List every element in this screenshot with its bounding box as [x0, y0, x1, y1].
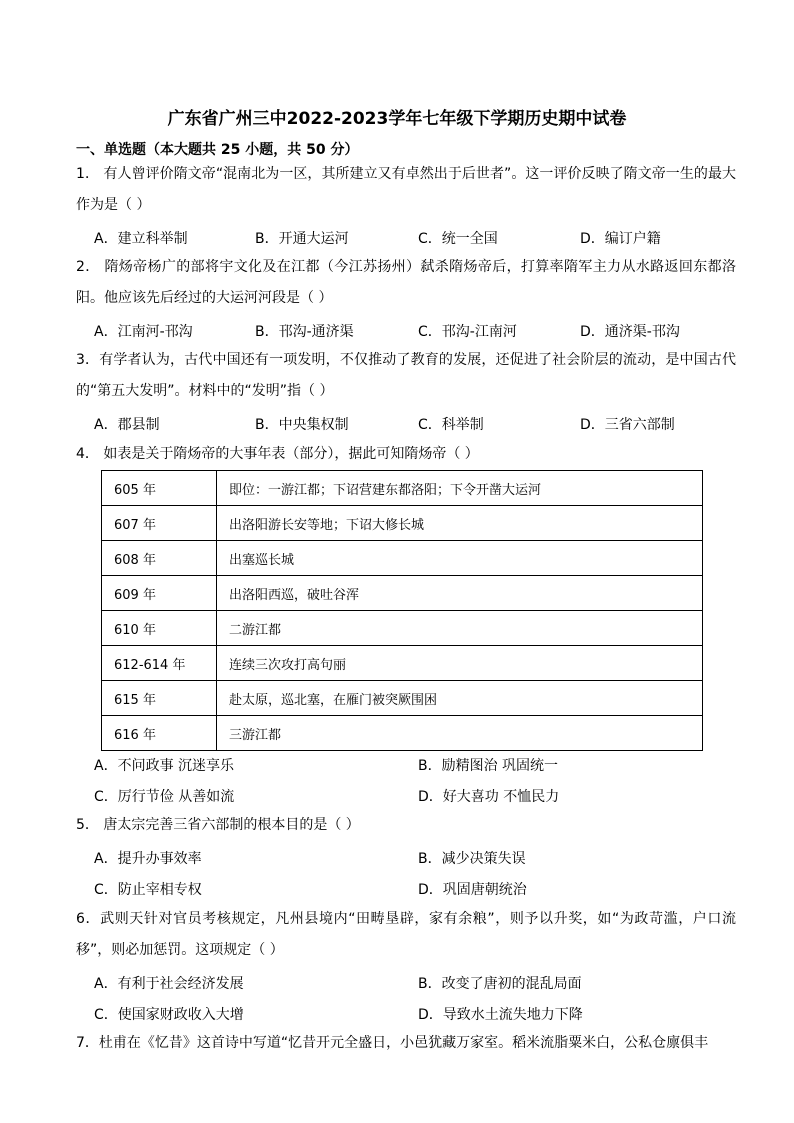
question-3: 3．有学者认为，古代中国还有一项发明，不仅推动了教育的发展，还促进了社会阶层的流动，是中国古代的“第五大发明”。材料中的“发明”指（ ）: [76, 352, 736, 399]
option-c[interactable]: C．邗沟-江南河: [418, 324, 517, 340]
option-d[interactable]: D．导致水土流失地力下降: [418, 1007, 583, 1023]
question-7: 7．杜甫在《忆昔》这首诗中写道“忆昔开元全盛日，小邑犹藏万家室。稻米流脂粟米白，公私仓廪俱丰: [76, 1035, 709, 1051]
year-cell: 612-614 年: [102, 646, 217, 681]
option-d[interactable]: D．好大喜功 不恤民力: [418, 789, 560, 805]
question-3-options: [94, 414, 754, 438]
option-c[interactable]: C．使国家财政收入大增: [94, 1007, 244, 1023]
option-d[interactable]: D．编订户籍: [580, 231, 661, 247]
option-c[interactable]: C．统一全国: [418, 231, 498, 247]
question-6-options-row-1: [94, 973, 754, 997]
option-b[interactable]: B．减少决策失误: [418, 851, 526, 867]
option-b[interactable]: B．开通大运河: [255, 231, 349, 247]
year-cell: 610 年: [102, 611, 217, 646]
table-row: [102, 646, 703, 681]
section-heading: 一、单选题（本大题共 25 小题，共 50 分）: [76, 142, 359, 158]
question-2-options: [94, 321, 754, 345]
question-1-options: [94, 228, 754, 252]
year-cell: 609 年: [102, 576, 217, 611]
table-row: [102, 541, 703, 576]
option-b[interactable]: B．改变了唐初的混乱局面: [418, 976, 582, 992]
question-1: 1． 有人曾评价隋文帝“混南北为一区，其所建立又有卓然出于后世者”。这一评价反映了隋文帝一生的最大作为是（ ）: [76, 166, 736, 213]
question-5-options-row-1: [94, 848, 754, 872]
option-a[interactable]: A．郡县制: [94, 417, 160, 433]
table-row: [102, 576, 703, 611]
table-row: [102, 471, 703, 506]
question-4: 4． 如表是关于隋炀帝的大事年表（部分），据此可知隋炀帝（ ）: [76, 446, 479, 462]
option-c[interactable]: C．防止宰相专权: [94, 882, 202, 898]
option-a[interactable]: A．提升办事效率: [94, 851, 202, 867]
event-cell: 出洛阳西巡，破吐谷浑: [217, 576, 703, 611]
event-cell: 出洛阳游长安等地；下诏大修长城: [217, 506, 703, 541]
option-a[interactable]: A．江南河-邗沟: [94, 324, 193, 340]
option-d[interactable]: D．巩固唐朝统治: [418, 882, 527, 898]
page-title: 广东省广州三中2022-2023学年七年级下学期历史期中试卷: [167, 109, 627, 129]
table-row: [102, 716, 703, 751]
year-cell: 605 年: [102, 471, 217, 506]
question-6-options-row-2: [94, 1004, 754, 1028]
events-table: [101, 470, 703, 751]
question-4-options-row-2: [94, 786, 754, 810]
event-cell: 即位：一游江都；下诏营建东都洛阳；下令开凿大运河: [217, 471, 703, 506]
year-cell: 616 年: [102, 716, 217, 751]
event-cell: 三游江都: [217, 716, 703, 751]
option-d[interactable]: D．通济渠-邗沟: [580, 324, 680, 340]
event-cell: 二游江都: [217, 611, 703, 646]
table-row: [102, 681, 703, 716]
option-b[interactable]: B．中央集权制: [255, 417, 349, 433]
table-row: [102, 611, 703, 646]
option-b[interactable]: B．邗沟-通济渠: [255, 324, 354, 340]
option-a[interactable]: A．建立科举制: [94, 231, 188, 247]
question-4-options-row-1: [94, 755, 754, 779]
event-cell: 赴太原，巡北塞，在雁门被突厥围困: [217, 681, 703, 716]
event-cell: 连续三次攻打高句丽: [217, 646, 703, 681]
year-cell: 608 年: [102, 541, 217, 576]
question-2: 2． 隋炀帝杨广的部将宇文化及在江都（今江苏扬州）弑杀隋炀帝后，打算率隋军主力从水路返回东都洛阳。他应该先后经过的大运河河段是（ ）: [76, 259, 736, 306]
event-cell: 出塞巡长城: [217, 541, 703, 576]
option-b[interactable]: B．励精图治 巩固统一: [418, 758, 559, 774]
question-5-options-row-2: [94, 879, 754, 903]
option-c[interactable]: C．厉行节俭 从善如流: [94, 789, 235, 805]
option-a[interactable]: A．有利于社会经济发展: [94, 976, 244, 992]
question-6: 6．武则天针对官员考核规定，凡州县境内“田畴垦辟，家有余粮”，则予以升奖，如“为政苛滥，户口流移”，则必加惩罚。这项规定（ ）: [76, 911, 736, 958]
question-5: 5． 唐太宗完善三省六部制的根本目的是（ ）: [76, 817, 360, 833]
option-d[interactable]: D．三省六部制: [580, 417, 675, 433]
option-c[interactable]: C．科举制: [418, 417, 484, 433]
year-cell: 607 年: [102, 506, 217, 541]
table-row: [102, 506, 703, 541]
option-a[interactable]: A．不问政事 沉迷享乐: [94, 758, 235, 774]
year-cell: 615 年: [102, 681, 217, 716]
